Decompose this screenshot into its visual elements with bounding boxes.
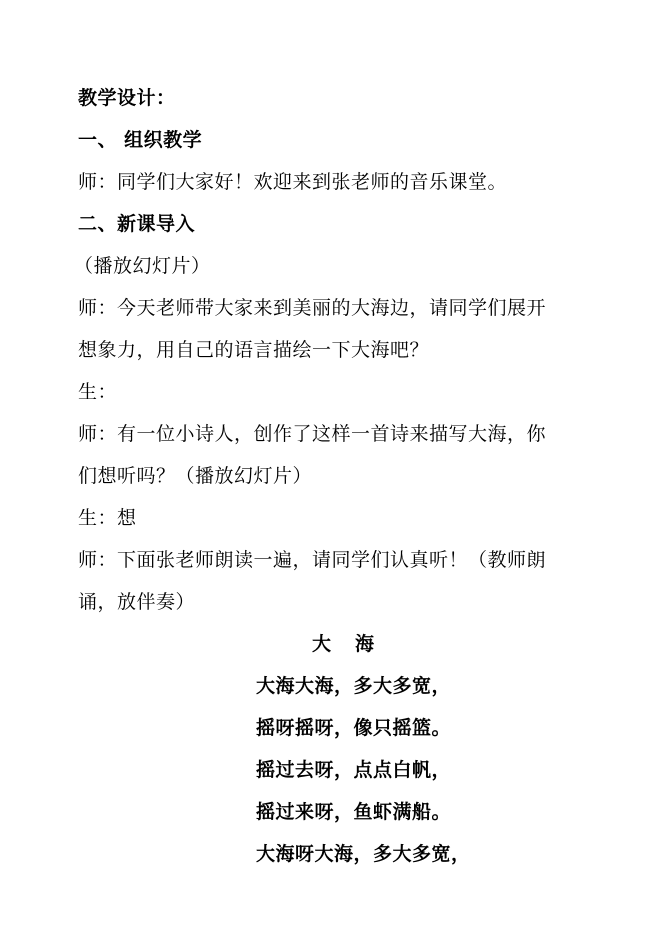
paragraph-student-reply: 生： xyxy=(78,381,118,403)
paragraph-teacher-prompt-line2: 想象力，用自己的语言描绘一下大海吧？ xyxy=(78,339,430,361)
poem-title: 大海 xyxy=(312,633,399,655)
paragraph-teacher-read-line1: 师：下面张老师朗读一遍，请同学们认真听！（教师朗 xyxy=(78,549,547,571)
paragraph-teacher-read-line2: 诵，放伴奏） xyxy=(78,591,196,613)
section-heading-organize: 一、 组织教学 xyxy=(78,129,203,151)
poem-line: 摇呀摇呀，像只摇篮。 xyxy=(256,717,452,739)
paragraph-teacher-prompt-line1: 师：今天老师带大家来到美丽的大海边，请同学们展开 xyxy=(78,297,547,319)
document-heading: 教学设计： xyxy=(78,87,176,109)
paragraph-slide-note: （播放幻灯片） xyxy=(74,255,211,277)
poem-line: 摇过来呀，鱼虾满船。 xyxy=(256,801,452,823)
paragraph-teacher-poem-line2: 们想听吗？（播放幻灯片） xyxy=(78,465,313,487)
poem-line: 摇过去呀，点点白帆， xyxy=(256,759,452,781)
section-heading-intro: 二、新课导入 xyxy=(78,213,196,235)
paragraph-teacher-poem-line1: 师：有一位小诗人，创作了这样一首诗来描写大海，你 xyxy=(78,423,547,445)
paragraph-student-answer: 生：想 xyxy=(78,507,137,529)
poem-line: 大海大海，多大多宽， xyxy=(256,675,452,697)
poem-line: 大海呀大海，多大多宽， xyxy=(256,843,471,865)
paragraph-greeting: 师：同学们大家好！欢迎来到张老师的音乐课堂。 xyxy=(78,171,508,193)
